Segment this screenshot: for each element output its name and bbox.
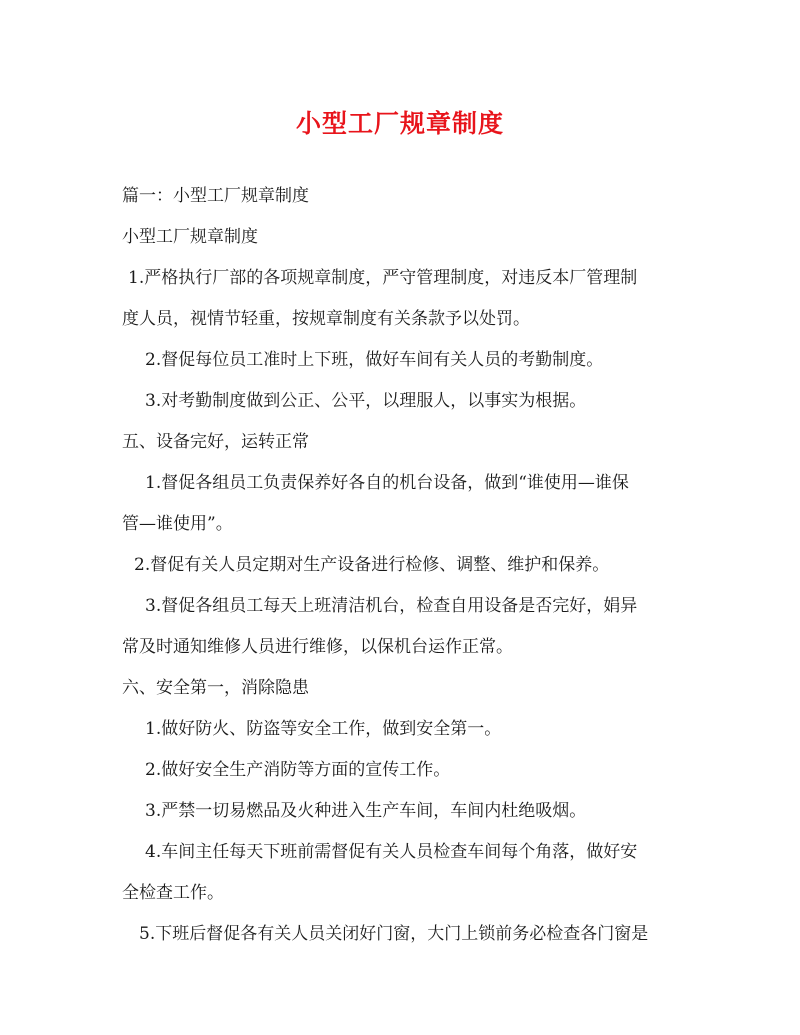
- paragraph-line: 全检查工作。: [122, 883, 224, 903]
- paragraph-line: 2.督促有关人员定期对生产设备进行检修、调整、维护和保养。: [134, 555, 610, 575]
- section-heading: 六、安全第一，消除隐患: [122, 678, 309, 698]
- paragraph-line: 管—谁使用”。: [122, 514, 233, 534]
- paragraph-line: 5.下班后督促各有关人员关闭好门窗，大门上锁前务必检查各门窗是: [139, 924, 649, 944]
- paragraph-line: 度人员，视情节轻重，按规章制度有关条款予以处罚。: [122, 309, 530, 329]
- paragraph-line: 1.督促各组员工负责保养好各自的机台设备，做到“谁使用—谁保: [145, 473, 629, 493]
- section-heading: 篇一：小型工厂规章制度: [122, 186, 309, 206]
- paragraph-line: 3.督促各组员工每天上班清洁机台，检查自用设备是否完好，娟异: [145, 596, 638, 616]
- paragraph-line: 1.做好防火、防盗等安全工作，做到安全第一。: [145, 719, 502, 739]
- paragraph-line: 2.做好安全生产消防等方面的宣传工作。: [145, 760, 451, 780]
- paragraph-line: 1.严格执行厂部的各项规章制度，严守管理制度，对违反本厂管理制: [128, 268, 638, 288]
- document-body: [122, 176, 692, 955]
- paragraph-line: 常及时通知维修人员进行维修，以保机台运作正常。: [122, 637, 513, 657]
- subsection-heading: 小型工厂规章制度: [122, 227, 258, 247]
- section-heading: 五、设备完好，运转正常: [122, 432, 309, 452]
- paragraph-line: 2.督促每位员工准时上下班，做好车间有关人员的考勤制度。: [145, 350, 604, 370]
- document-title: 小型工厂规章制度: [295, 109, 504, 138]
- paragraph-line: 3.对考勤制度做到公正、公平，以理服人，以事实为根据。: [145, 391, 587, 411]
- paragraph-line: 3.严禁一切易燃品及火种进入生产车间，车间内杜绝吸烟。: [145, 801, 587, 821]
- paragraph-line: 4.车间主任每天下班前需督促有关人员检查车间每个角落，做好安: [145, 842, 638, 862]
